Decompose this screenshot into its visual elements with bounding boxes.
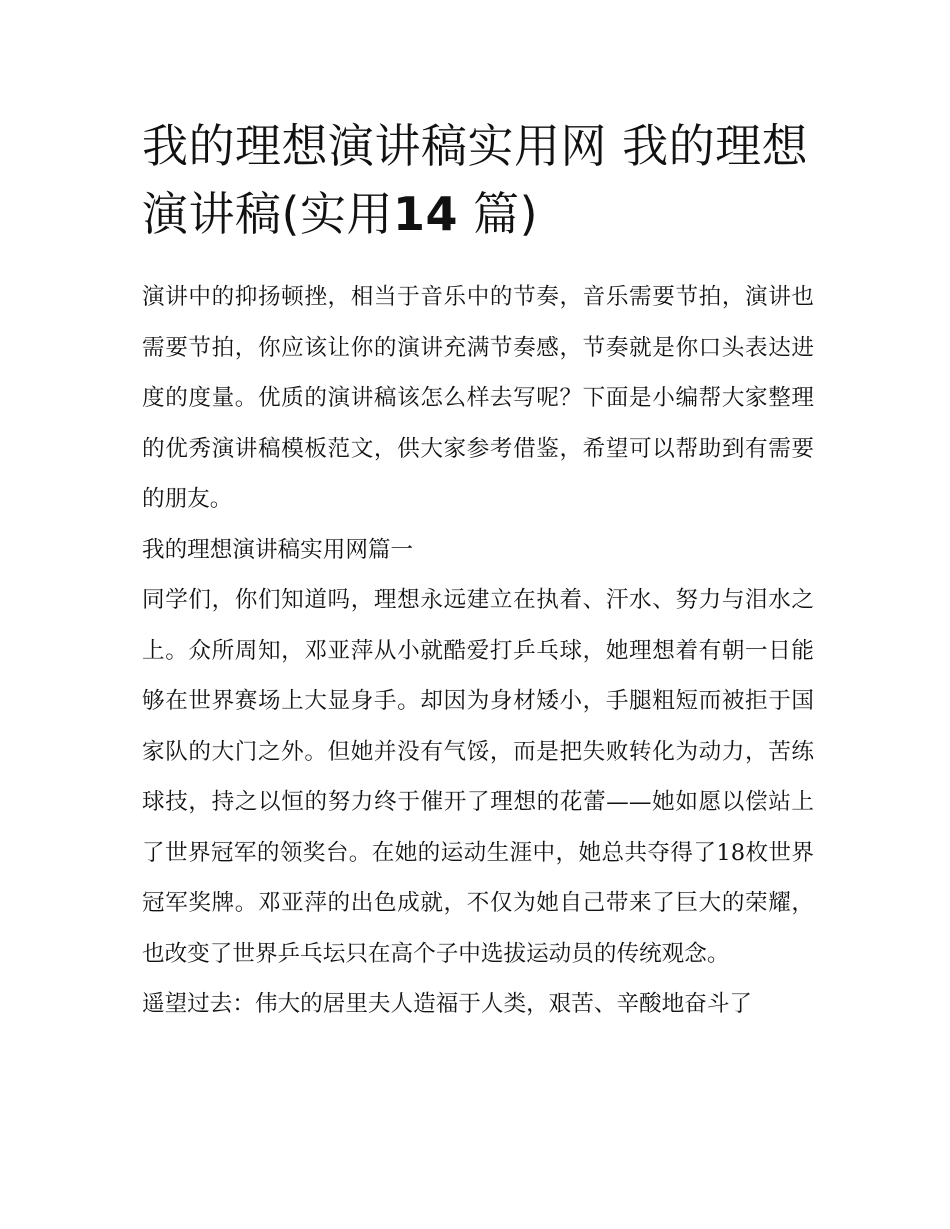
document-page	[142, 112, 814, 1030]
body-paragraph-1: 同学们，你们知道吗，理想永远建立在执着、汗水、努力与泪水之上。众所周知，邓亚萍从小就酷爱打乒乓球，她理想着有朝一日能够在世界赛场上大显身手。却因为身材矮小，手腿粗短而被拒于国家队的大门之外。但她并没有气馁，而是把失败转化为动力，苦练球技，持之以恒的努力终于催开了理想的花蕾——她如愿以偿站上了世界冠军的领奖台。在她的运动生涯中，她总共夺得了18枚世界冠军奖牌。邓亚萍的出色成就，不仅为她自己带来了巨大的荣耀，也改变了世界乒乓坛只在高个子中选拔运动员的传统观念。	[142, 587, 814, 967]
document-body	[142, 272, 814, 1030]
title-number: 14	[392, 187, 458, 241]
title-text-part2: 篇)	[473, 187, 539, 241]
body-paragraph-2: 遥望过去：伟大的居里夫人造福于人类，艰苦、辛酸地奋斗了	[142, 991, 753, 1017]
title-text-part1: 我的理想演讲稿实用网 我的理想演讲稿(实用	[142, 119, 809, 241]
document-title	[142, 112, 814, 248]
section-heading: 我的理想演讲稿实用网篇一	[142, 536, 414, 563]
intro-paragraph: 演讲中的抑扬顿挫，相当于音乐中的节奏，音乐需要节拍，演讲也需要节拍，你应该让你的演讲充满节奏感，节奏就是你口头表达进度的度量。优质的演讲稿该怎么样去写呢？下面是小编帮大家整理的优秀演讲稿模板范文，供大家参考借鉴，希望可以帮助到有需要的朋友。	[142, 284, 814, 512]
